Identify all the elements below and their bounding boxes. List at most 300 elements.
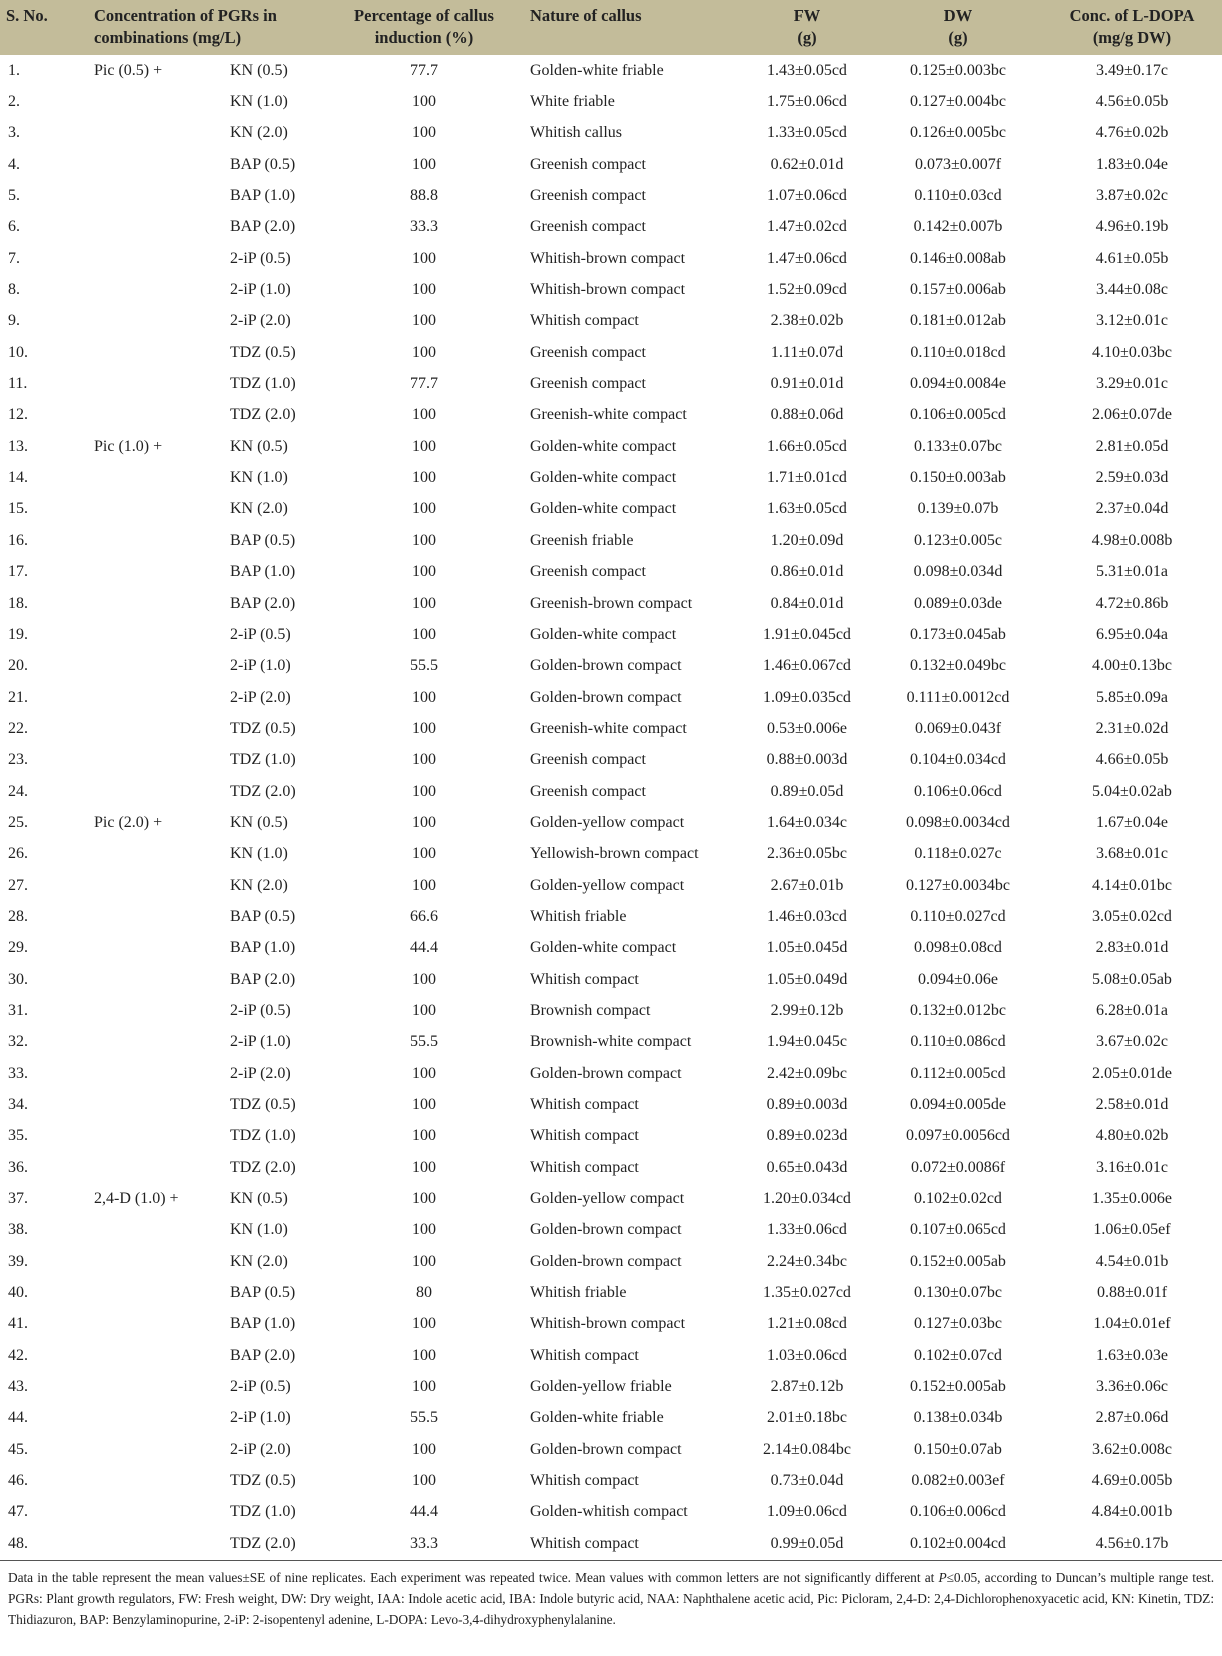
cell-ldopa: 4.98±0.008b (1091, 531, 1173, 549)
cell-nature: Golden-yellow compact (530, 1190, 685, 1208)
cell-fw: 0.73±0.04d (770, 1472, 844, 1490)
cell-cytokinin: 2-iP (2.0) (230, 688, 291, 706)
table-row (0, 807, 1222, 838)
cell-auxin (88, 243, 224, 274)
cell-ldopa: 4.96±0.19b (1095, 218, 1169, 236)
cell-ldopa: 3.49±0.17c (1096, 61, 1168, 79)
table-row (0, 1497, 1222, 1528)
cell-dw: 0.142±0.007b (913, 218, 1003, 236)
cell-nature: Whitish callus (530, 124, 622, 142)
cell-nature: Golden-brown compact (530, 1064, 682, 1082)
cell-nature: Golden-brown compact (530, 1252, 682, 1270)
cell-ldopa: 2.59±0.03d (1095, 469, 1169, 487)
cell-dw: 0.098±0.034d (913, 563, 1003, 581)
cell-nature: Greenish compact (530, 155, 646, 173)
header-dw-line2: (g) (948, 28, 968, 47)
cell-induction: 33.3 (410, 218, 438, 236)
cell-dw: 0.106±0.06cd (914, 782, 1002, 800)
table-row (0, 525, 1222, 556)
cell-fw: 0.91±0.01d (770, 375, 844, 393)
cell-sno: 44. (8, 1409, 28, 1427)
cell-sno: 46. (8, 1472, 28, 1490)
cell-induction: 100 (412, 249, 436, 267)
cell-fw: 1.47±0.06cd (767, 249, 847, 267)
cell-fw: 1.11±0.07d (770, 343, 844, 361)
cell-nature: Greenish compact (530, 375, 646, 393)
cell-fw: 2.38±0.02b (770, 312, 844, 330)
cell-dw: 0.173±0.045ab (910, 625, 1006, 643)
cell-cytokinin: 2-iP (2.0) (230, 1064, 291, 1082)
cell-cytokinin: KN (0.5) (230, 61, 288, 79)
cell-sno: 1. (8, 61, 20, 79)
table-row (0, 588, 1222, 619)
cell-fw: 0.88±0.003d (766, 751, 848, 769)
header-concentration (88, 0, 324, 55)
table-row (0, 1183, 1222, 1214)
cell-cytokinin: KN (1.0) (230, 845, 288, 863)
cell-sno: 29. (8, 939, 28, 957)
cell-auxin (88, 1246, 224, 1277)
footnote-part2: ≤0.05, according to Duncan’s multiple range test. PGRs: Plant growth regulators, FW: Fresh weight, DW: Dry weight, IAA: Indole acetic acid, IBA: Indole butyric acid, NAA: Naphthalene acetic acid, Pic: Picloram, 2,4-D: 2,4-Dichlorophenoxyacetic acid, KN: Kinetin, TDZ: Thidiazuron, BAP: Benzylaminopurine, 2-iP: 2-isopentenyl adenine, L-DOPA: Levo-3,4-dihydroxyphenylalanine. (8, 1569, 1214, 1627)
cell-ldopa: 2.83±0.01d (1095, 939, 1169, 957)
cell-nature: Golden-white compact (530, 437, 677, 455)
cell-dw: 0.110±0.018cd (910, 343, 1006, 361)
cell-dw: 0.110±0.03cd (914, 187, 1002, 205)
cell-induction: 100 (412, 1064, 436, 1082)
cell-fw: 1.66±0.05cd (767, 437, 847, 455)
cell-dw: 0.110±0.027cd (910, 907, 1006, 925)
cell-nature: Golden-whitish compact (530, 1503, 688, 1521)
cell-fw: 2.42±0.09bc (767, 1064, 847, 1082)
cell-induction: 88.8 (410, 187, 438, 205)
cell-cytokinin: 2-iP (0.5) (230, 625, 291, 643)
cell-dw: 0.094±0.0084e (910, 375, 1006, 393)
cell-sno: 22. (8, 719, 28, 737)
cell-sno: 2. (8, 93, 20, 111)
cell-nature: Whitish compact (530, 970, 639, 988)
cell-ldopa: 3.36±0.06c (1096, 1378, 1168, 1396)
cell-ldopa: 4.80±0.02b (1095, 1127, 1169, 1145)
table-row (0, 1340, 1222, 1371)
cell-fw: 1.75±0.06cd (767, 93, 847, 111)
cell-sno: 42. (8, 1346, 28, 1364)
cell-dw: 0.123±0.005c (914, 531, 1002, 549)
cell-nature: Golden-white friable (530, 61, 664, 79)
cell-induction: 33.3 (324, 1528, 524, 1560)
table-row (0, 651, 1222, 682)
cell-ldopa: 3.05±0.02cd (1092, 907, 1172, 925)
cell-dw: 0.132±0.012bc (910, 1001, 1006, 1019)
cell-induction: 100 (412, 1378, 436, 1396)
cell-cytokinin: 2-iP (2.0) (230, 312, 291, 330)
cell-cytokinin: TDZ (2.0) (230, 406, 296, 424)
table-header (0, 0, 1222, 55)
cell-auxin (88, 839, 224, 870)
cell-fw: 1.09±0.06cd (767, 1503, 847, 1521)
cell-sno: 17. (8, 563, 28, 581)
table-row (0, 1027, 1222, 1058)
table-row (0, 55, 1222, 86)
cell-auxin (88, 1089, 224, 1120)
cell-cytokinin: BAP (0.5) (230, 155, 296, 173)
cell-ldopa: 4.76±0.02b (1095, 124, 1169, 142)
cell-sno: 27. (8, 876, 28, 894)
cell-ldopa: 2.81±0.05d (1095, 437, 1169, 455)
cell-dw: 0.106±0.006cd (910, 1503, 1006, 1521)
cell-ldopa: 3.12±0.01c (1096, 312, 1168, 330)
cell-cytokinin: TDZ (2.0) (230, 1158, 296, 1176)
table-row (0, 1089, 1222, 1120)
cell-fw: 1.71±0.01cd (767, 469, 847, 487)
table-row (0, 1371, 1222, 1402)
cell-sno: 26. (8, 845, 28, 863)
table-row (0, 337, 1222, 368)
table-row (0, 713, 1222, 744)
cell-auxin (88, 1371, 224, 1402)
table-row (0, 745, 1222, 776)
cell-cytokinin: KN (0.5) (230, 813, 288, 831)
cell-auxin (88, 651, 224, 682)
cell-nature: Golden-yellow compact (530, 813, 685, 831)
table-row (0, 870, 1222, 901)
cell-auxin (88, 964, 224, 995)
cell-cytokinin: TDZ (1.0) (230, 751, 296, 769)
cell-sno: 11. (8, 375, 28, 393)
cell-induction: 55.5 (410, 657, 438, 675)
table-row (0, 462, 1222, 493)
cell-dw: 0.133±0.07bc (914, 437, 1002, 455)
cell-sno: 38. (8, 1221, 28, 1239)
header-fw-line2: (g) (797, 28, 817, 47)
cell-cytokinin: 2-iP (2.0) (230, 1440, 291, 1458)
table-row (0, 86, 1222, 117)
cell-nature: Golden-white compact (530, 625, 677, 643)
cell-ldopa: 4.61±0.05b (1095, 249, 1169, 267)
header-induction-line2: induction (%) (374, 28, 474, 47)
cell-cytokinin: BAP (2.0) (230, 218, 296, 236)
cell-induction: 100 (412, 312, 436, 330)
cell-fw: 1.07±0.06cd (767, 187, 847, 205)
table-row (0, 368, 1222, 399)
cell-dw: 0.110±0.086cd (910, 1033, 1006, 1051)
cell-auxin (88, 995, 224, 1026)
cell-fw: 1.35±0.027cd (763, 1284, 851, 1302)
table-row (0, 964, 1222, 995)
cell-induction: 100 (412, 500, 436, 518)
cell-cytokinin: TDZ (0.5) (230, 1472, 296, 1490)
cell-nature: Whitish-brown compact (530, 1315, 686, 1333)
cell-ldopa: 5.04±0.02ab (1092, 782, 1172, 800)
table-row (0, 839, 1222, 870)
cell-dw: 0.130±0.07bc (914, 1284, 1002, 1302)
cell-sno: 14. (8, 469, 28, 487)
cell-nature: Brownish compact (530, 1001, 651, 1019)
cell-cytokinin: KN (2.0) (230, 124, 288, 142)
table-row (0, 212, 1222, 243)
cell-dw: 0.102±0.07cd (914, 1346, 1002, 1364)
cell-cytokinin: BAP (1.0) (230, 187, 296, 205)
cell-auxin: Pic (0.5) + (94, 61, 163, 79)
cell-fw: 0.88±0.06d (770, 406, 844, 424)
cell-sno: 33. (8, 1064, 28, 1082)
table-row (0, 274, 1222, 305)
cell-induction: 100 (412, 1001, 436, 1019)
cell-auxin (88, 1465, 224, 1496)
cell-dw: 0.157±0.006ab (910, 281, 1006, 299)
cell-sno: 34. (8, 1096, 28, 1114)
cell-fw: 1.05±0.045d (766, 939, 848, 957)
cell-auxin (88, 462, 224, 493)
cell-induction: 44.4 (410, 1503, 438, 1521)
cell-induction: 80 (416, 1284, 432, 1302)
cell-dw: 0.127±0.004bc (910, 93, 1006, 111)
cell-ldopa: 0.88±0.01f (1096, 1284, 1168, 1302)
cell-ldopa: 3.29±0.01c (1096, 375, 1168, 393)
cell-nature: Whitish compact (524, 1528, 740, 1560)
cell-nature: Whitish compact (530, 1472, 639, 1490)
cell-fw: 1.05±0.049d (766, 970, 848, 988)
cell-auxin (88, 933, 224, 964)
cell-cytokinin: 2-iP (1.0) (230, 1033, 291, 1051)
header-induction (324, 0, 524, 55)
cell-auxin: Pic (2.0) + (94, 813, 163, 831)
cell-sno: 32. (8, 1033, 28, 1051)
cell-sno: 21. (8, 688, 28, 706)
cell-dw: 0.102±0.02cd (914, 1190, 1002, 1208)
cell-nature: Golden-white compact (530, 500, 677, 518)
cell-auxin (88, 1403, 224, 1434)
cell-ldopa: 2.87±0.06d (1095, 1409, 1169, 1427)
cell-auxin (88, 682, 224, 713)
cell-nature: Golden-brown compact (530, 688, 682, 706)
cell-nature: Whitish compact (530, 1127, 639, 1145)
table-row (0, 901, 1222, 932)
cell-sno: 3. (8, 124, 20, 142)
table-row (0, 1465, 1222, 1496)
cell-induction: 100 (412, 719, 436, 737)
cell-induction: 100 (412, 813, 436, 831)
cell-auxin (88, 1309, 224, 1340)
cell-ldopa: 3.87±0.02c (1096, 187, 1168, 205)
cell-dw: 0.132±0.049bc (910, 657, 1006, 675)
cell-auxin: Pic (1.0) + (94, 437, 163, 455)
cell-dw: 0.152±0.005ab (910, 1252, 1006, 1270)
cell-sno: 6. (8, 218, 20, 236)
header-sno (0, 0, 88, 55)
cell-cytokinin: KN (1.0) (230, 1221, 288, 1239)
cell-dw: 0.112±0.005cd (910, 1064, 1006, 1082)
cell-nature: Greenish-brown compact (530, 594, 693, 612)
cell-ldopa: 4.14±0.01bc (1092, 876, 1172, 894)
table-row (0, 1277, 1222, 1308)
cell-auxin (88, 1340, 224, 1371)
cell-auxin (88, 1121, 224, 1152)
table-row (0, 1309, 1222, 1340)
table-row (0, 682, 1222, 713)
footnote-part1: Data in the table represent the mean values±SE of nine replicates. Each experiment was repeated twice. Mean values with common letters are not significantly different at (8, 1569, 939, 1585)
cell-nature: Golden-white compact (530, 939, 677, 957)
cell-fw: 1.52±0.09cd (767, 281, 847, 299)
cell-ldopa: 4.84±0.001b (1091, 1503, 1173, 1521)
cell-sno: 5. (8, 187, 20, 205)
cell-cytokinin: BAP (1.0) (230, 939, 296, 957)
cell-fw: 1.46±0.067cd (763, 657, 851, 675)
table-row (0, 1121, 1222, 1152)
cell-fw: 1.47±0.02cd (767, 218, 847, 236)
cell-fw: 1.09±0.035cd (763, 688, 851, 706)
cell-auxin (88, 1434, 224, 1465)
table-row (0, 400, 1222, 431)
cell-sno: 47. (8, 1503, 28, 1521)
cell-auxin (88, 149, 224, 180)
table-row (0, 619, 1222, 650)
cell-sno: 15. (8, 500, 28, 518)
cell-ldopa: 5.08±0.05ab (1092, 970, 1172, 988)
cell-auxin (88, 337, 224, 368)
cell-dw: 0.126±0.005bc (910, 124, 1006, 142)
cell-fw: 0.84±0.01d (770, 594, 844, 612)
cell-sno: 12. (8, 406, 28, 424)
cell-ldopa: 3.44±0.08c (1096, 281, 1168, 299)
cell-auxin (88, 525, 224, 556)
cell-ldopa: 3.68±0.01c (1096, 845, 1168, 863)
cell-sno: 19. (8, 625, 28, 643)
cell-induction: 100 (412, 1096, 436, 1114)
footnote-p-symbol: P (938, 1569, 947, 1585)
cell-induction: 100 (412, 845, 436, 863)
cell-fw: 0.86±0.01d (770, 563, 844, 581)
cell-nature: Whitish compact (530, 1346, 639, 1364)
cell-induction: 66.6 (410, 907, 438, 925)
cell-sno: 41. (8, 1315, 28, 1333)
cell-dw: 0.069±0.043f (914, 719, 1002, 737)
cell-fw: 1.94±0.045c (767, 1033, 847, 1051)
cell-cytokinin: KN (1.0) (230, 93, 288, 111)
cell-ldopa: 1.04±0.01ef (1093, 1315, 1171, 1333)
cell-fw: 1.03±0.06cd (767, 1346, 847, 1364)
cell-induction: 100 (412, 343, 436, 361)
cell-auxin (88, 1497, 224, 1528)
cell-cytokinin: TDZ (1.0) (230, 1503, 296, 1521)
cell-dw: 0.146±0.008ab (910, 249, 1006, 267)
cell-cytokinin: TDZ (0.5) (230, 343, 296, 361)
cell-cytokinin: 2-iP (0.5) (230, 1001, 291, 1019)
cell-auxin (88, 1528, 224, 1560)
cell-dw: 0.104±0.034cd (910, 751, 1006, 769)
cell-ldopa: 4.72±0.86b (1095, 594, 1169, 612)
cell-dw: 0.107±0.065cd (910, 1221, 1006, 1239)
cell-nature: Golden-white compact (530, 469, 677, 487)
header-dw (874, 0, 1042, 55)
table-row (0, 1528, 1222, 1560)
cell-induction: 77.7 (410, 375, 438, 393)
cell-dw: 0.138±0.034b (913, 1409, 1003, 1427)
table-row (0, 306, 1222, 337)
cell-sno: 9. (8, 312, 20, 330)
cell-nature: Whitish compact (530, 1096, 639, 1114)
cell-induction: 100 (412, 688, 436, 706)
cell-dw: 0.150±0.003ab (910, 469, 1006, 487)
cell-nature: Golden-brown compact (530, 1221, 682, 1239)
cell-auxin (88, 400, 224, 431)
cell-auxin (88, 118, 224, 149)
cell-ldopa: 4.00±0.13bc (1092, 657, 1172, 675)
cell-ldopa: 1.67±0.04e (1096, 813, 1168, 831)
header-concentration-line2: combinations (mg/L) (94, 28, 242, 47)
cell-auxin (88, 870, 224, 901)
cell-cytokinin: KN (1.0) (230, 469, 288, 487)
cell-ldopa: 2.31±0.02d (1095, 719, 1169, 737)
cell-nature: Whitish-brown compact (530, 281, 686, 299)
cell-sno: 37. (8, 1190, 28, 1208)
cell-sno: 23. (8, 751, 28, 769)
cell-ldopa: 2.37±0.04d (1095, 500, 1169, 518)
cell-fw: 0.53±0.006e (767, 719, 847, 737)
cell-ldopa: 4.66±0.05b (1095, 751, 1169, 769)
cell-induction: 100 (412, 782, 436, 800)
cell-fw: 1.64±0.034c (767, 813, 847, 831)
cell-fw: 2.36±0.05bc (767, 845, 847, 863)
cell-cytokinin: BAP (0.5) (230, 1284, 296, 1302)
cell-ldopa: 4.69±0.005b (1091, 1472, 1173, 1490)
cell-sno: 43. (8, 1378, 28, 1396)
cell-induction: 100 (412, 1346, 436, 1364)
cell-dw: 0.102±0.004cd (874, 1528, 1042, 1560)
table-row (0, 180, 1222, 211)
cell-cytokinin: TDZ (2.0) (230, 782, 296, 800)
cell-cytokinin: BAP (0.5) (230, 531, 296, 549)
cell-nature: Whitish compact (530, 312, 639, 330)
cell-induction: 100 (412, 1127, 436, 1145)
cell-cytokinin: TDZ (1.0) (230, 375, 296, 393)
cell-cytokinin: 2-iP (0.5) (230, 249, 291, 267)
cell-sno: 10. (8, 343, 28, 361)
header-induction-line1: Percentage of callus (354, 6, 494, 25)
cell-induction: 100 (412, 1158, 436, 1176)
header-ldopa-line1: Conc. of L-DOPA (1069, 6, 1195, 25)
header-ldopa-line2: (mg/g DW) (1092, 28, 1172, 47)
cell-dw: 0.098±0.08cd (914, 939, 1002, 957)
cell-induction: 100 (412, 876, 436, 894)
cell-induction: 100 (412, 1472, 436, 1490)
cell-auxin (88, 212, 224, 243)
table-row (0, 118, 1222, 149)
cell-dw: 0.094±0.06e (918, 970, 998, 988)
cell-nature: Greenish-white compact (530, 719, 687, 737)
cell-cytokinin: TDZ (0.5) (230, 1096, 296, 1114)
cell-nature: Brownish-white compact (530, 1033, 692, 1051)
cell-ldopa: 1.35±0.006e (1092, 1190, 1172, 1208)
cell-sno: 7. (8, 249, 20, 267)
cell-induction: 100 (412, 970, 436, 988)
cell-induction: 100 (412, 1190, 436, 1208)
table-row (0, 1246, 1222, 1277)
cell-induction: 100 (412, 93, 436, 111)
cell-auxin (88, 619, 224, 650)
cell-dw: 0.073±0.007f (914, 155, 1002, 173)
cell-auxin (88, 745, 224, 776)
cell-sno: 35. (8, 1127, 28, 1145)
table-row (0, 933, 1222, 964)
cell-fw: 1.91±0.045cd (763, 625, 851, 643)
cell-fw: 2.01±0.18bc (767, 1409, 847, 1427)
cell-fw: 0.89±0.05d (770, 782, 844, 800)
header-nature (524, 0, 740, 55)
cell-nature: Greenish compact (530, 343, 646, 361)
cell-fw: 1.21±0.08cd (767, 1315, 847, 1333)
cell-sno: 48. (0, 1528, 88, 1560)
cell-sno: 30. (8, 970, 28, 988)
